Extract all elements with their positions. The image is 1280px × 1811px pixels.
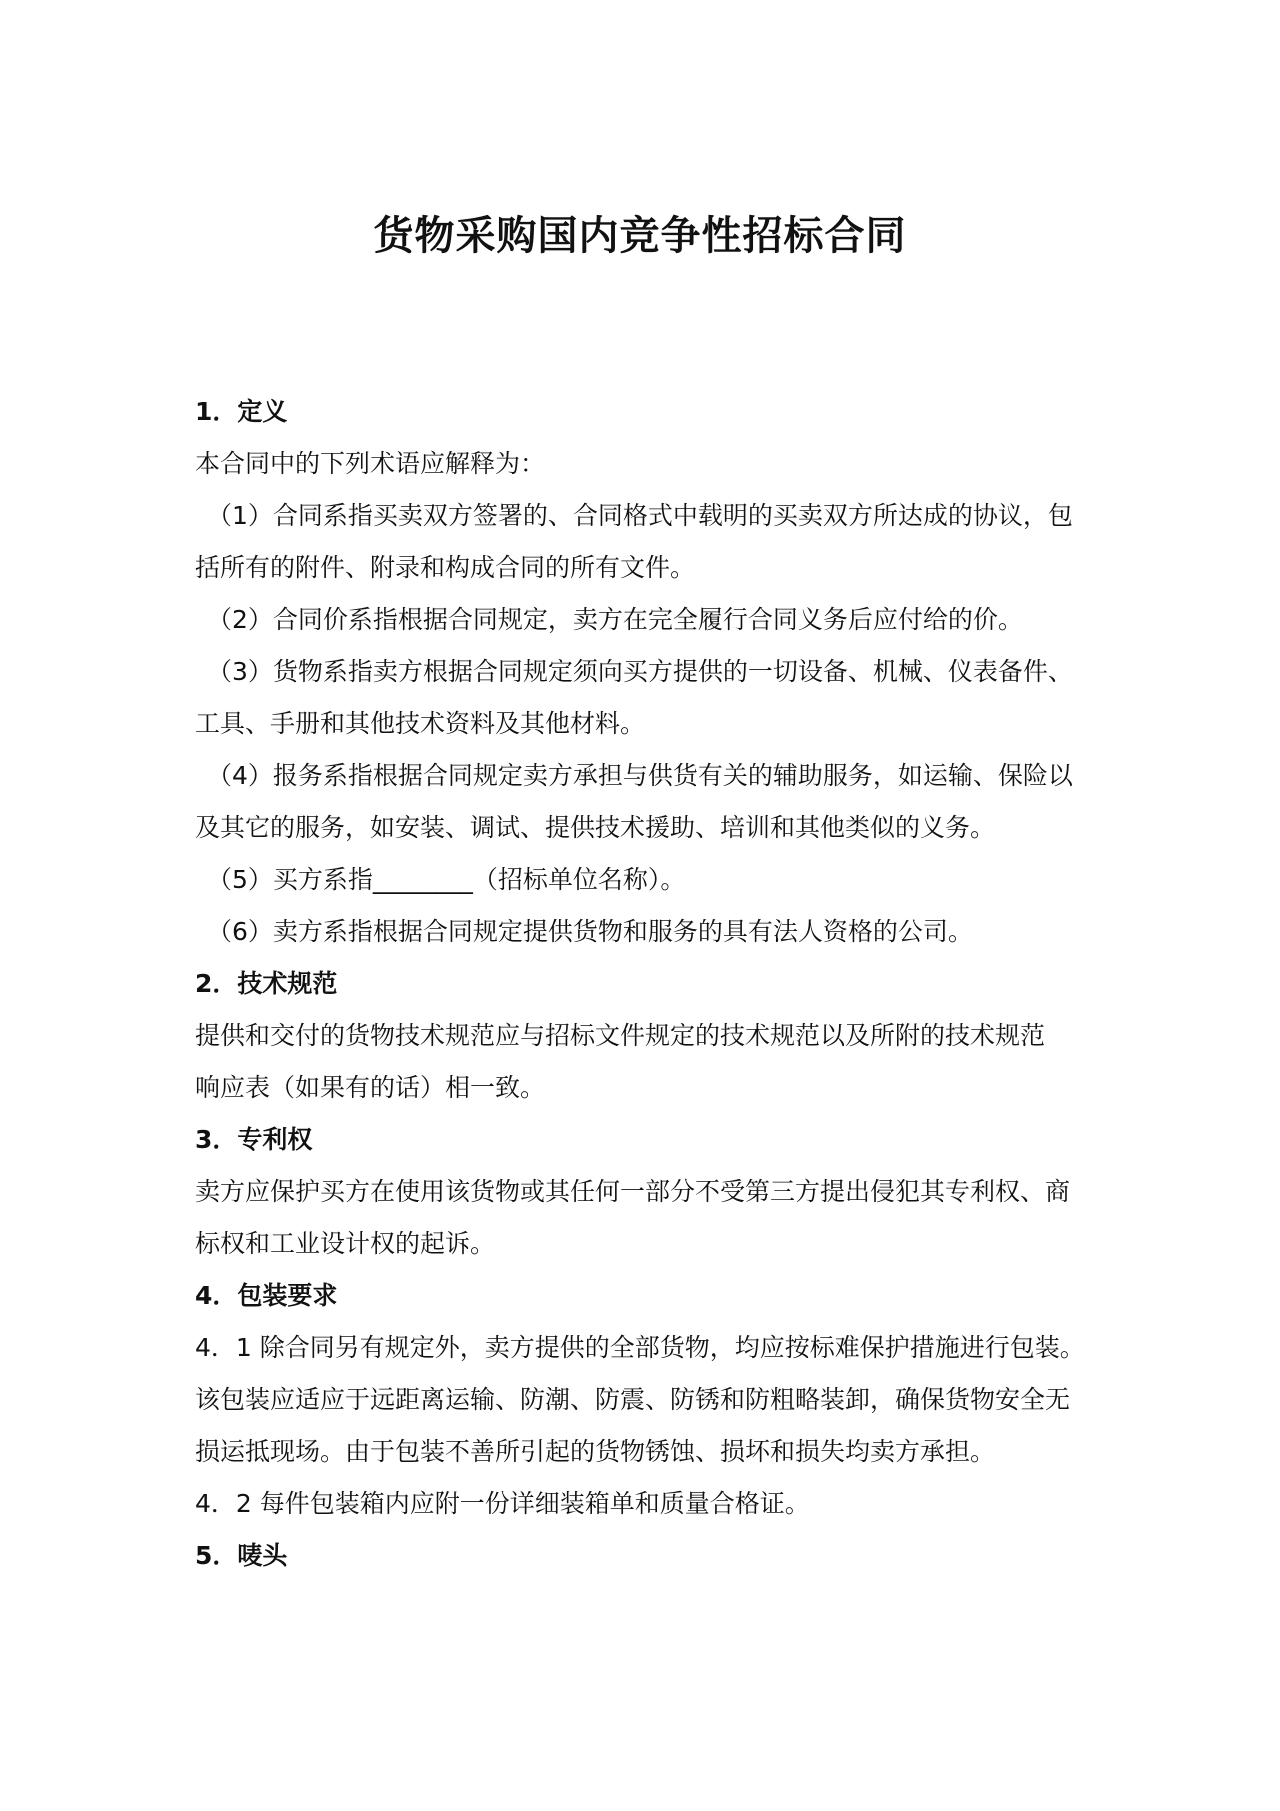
paragraph-line: （1）合同系指买卖双方签署的、合同格式中载明的买卖双方所达成的协议，包 (207, 501, 1073, 530)
paragraph-line: 该包装应适应于远距离运输、防潮、防震、防锈和防粗略装卸，确保货物安全无 (195, 1385, 1071, 1414)
paragraph-line: 提供和交付的货物技术规范应与招标文件规定的技术规范以及所附的技术规范 (195, 1021, 1046, 1050)
paragraph-line: 卖方应保护买方在使用该货物或其任何一部分不受第三方提出侵犯其专利权、商 (195, 1177, 1071, 1206)
section-heading-shipping-marks: 5．唛头 (195, 1541, 288, 1570)
section-heading-packaging: 4．包装要求 (195, 1281, 338, 1310)
paragraph-line: 本合同中的下列术语应解释为： (195, 449, 546, 478)
section-heading-definitions: 1．定义 (195, 397, 288, 426)
paragraph-line: （2）合同价系指根据合同规定，卖方在完全履行合同义务后应付给的价。 (207, 605, 1023, 634)
paragraph-line: 及其它的服务，如安装、调试、提供技术援助、培训和其他类似的义务。 (195, 813, 996, 842)
paragraph-line: 工具、手册和其他技术资料及其他材料。 (195, 709, 646, 738)
paragraph-line: 4．2 每件包装箱内应附一份详细装箱单和质量合格证。 (195, 1489, 810, 1518)
paragraph-line: 括所有的附件、附录和构成合同的所有文件。 (195, 553, 696, 582)
paragraph-line: （5）买方系指________（招标单位名称）。 (207, 865, 686, 894)
section-heading-patent-rights: 3．专利权 (195, 1125, 313, 1154)
section-heading-technical-specs: 2．技术规范 (195, 969, 338, 998)
paragraph-line: 损运抵现场。由于包装不善所引起的货物锈蚀、损坏和损失均卖方承担。 (195, 1437, 996, 1466)
paragraph-line: 4．1 除合同另有规定外，卖方提供的全部货物，均应按标难保护措施进行包装。 (195, 1333, 1085, 1362)
paragraph-line: 响应表（如果有的话）相一致。 (195, 1073, 546, 1102)
document-body (195, 386, 1095, 1582)
document-title: 货物采购国内竞争性招标合同 (373, 213, 907, 259)
paragraph-line: 标权和工业设计权的起诉。 (195, 1229, 496, 1258)
paragraph-line: （4）报务系指根据合同规定卖方承担与供货有关的辅助服务，如运输、保险以 (207, 761, 1073, 790)
paragraph-line: （6）卖方系指根据合同规定提供货物和服务的具有法人资格的公司。 (207, 917, 973, 946)
paragraph-line: （3）货物系指卖方根据合同规定须向买方提供的一切设备、机械、仪表备件、 (207, 657, 1073, 686)
